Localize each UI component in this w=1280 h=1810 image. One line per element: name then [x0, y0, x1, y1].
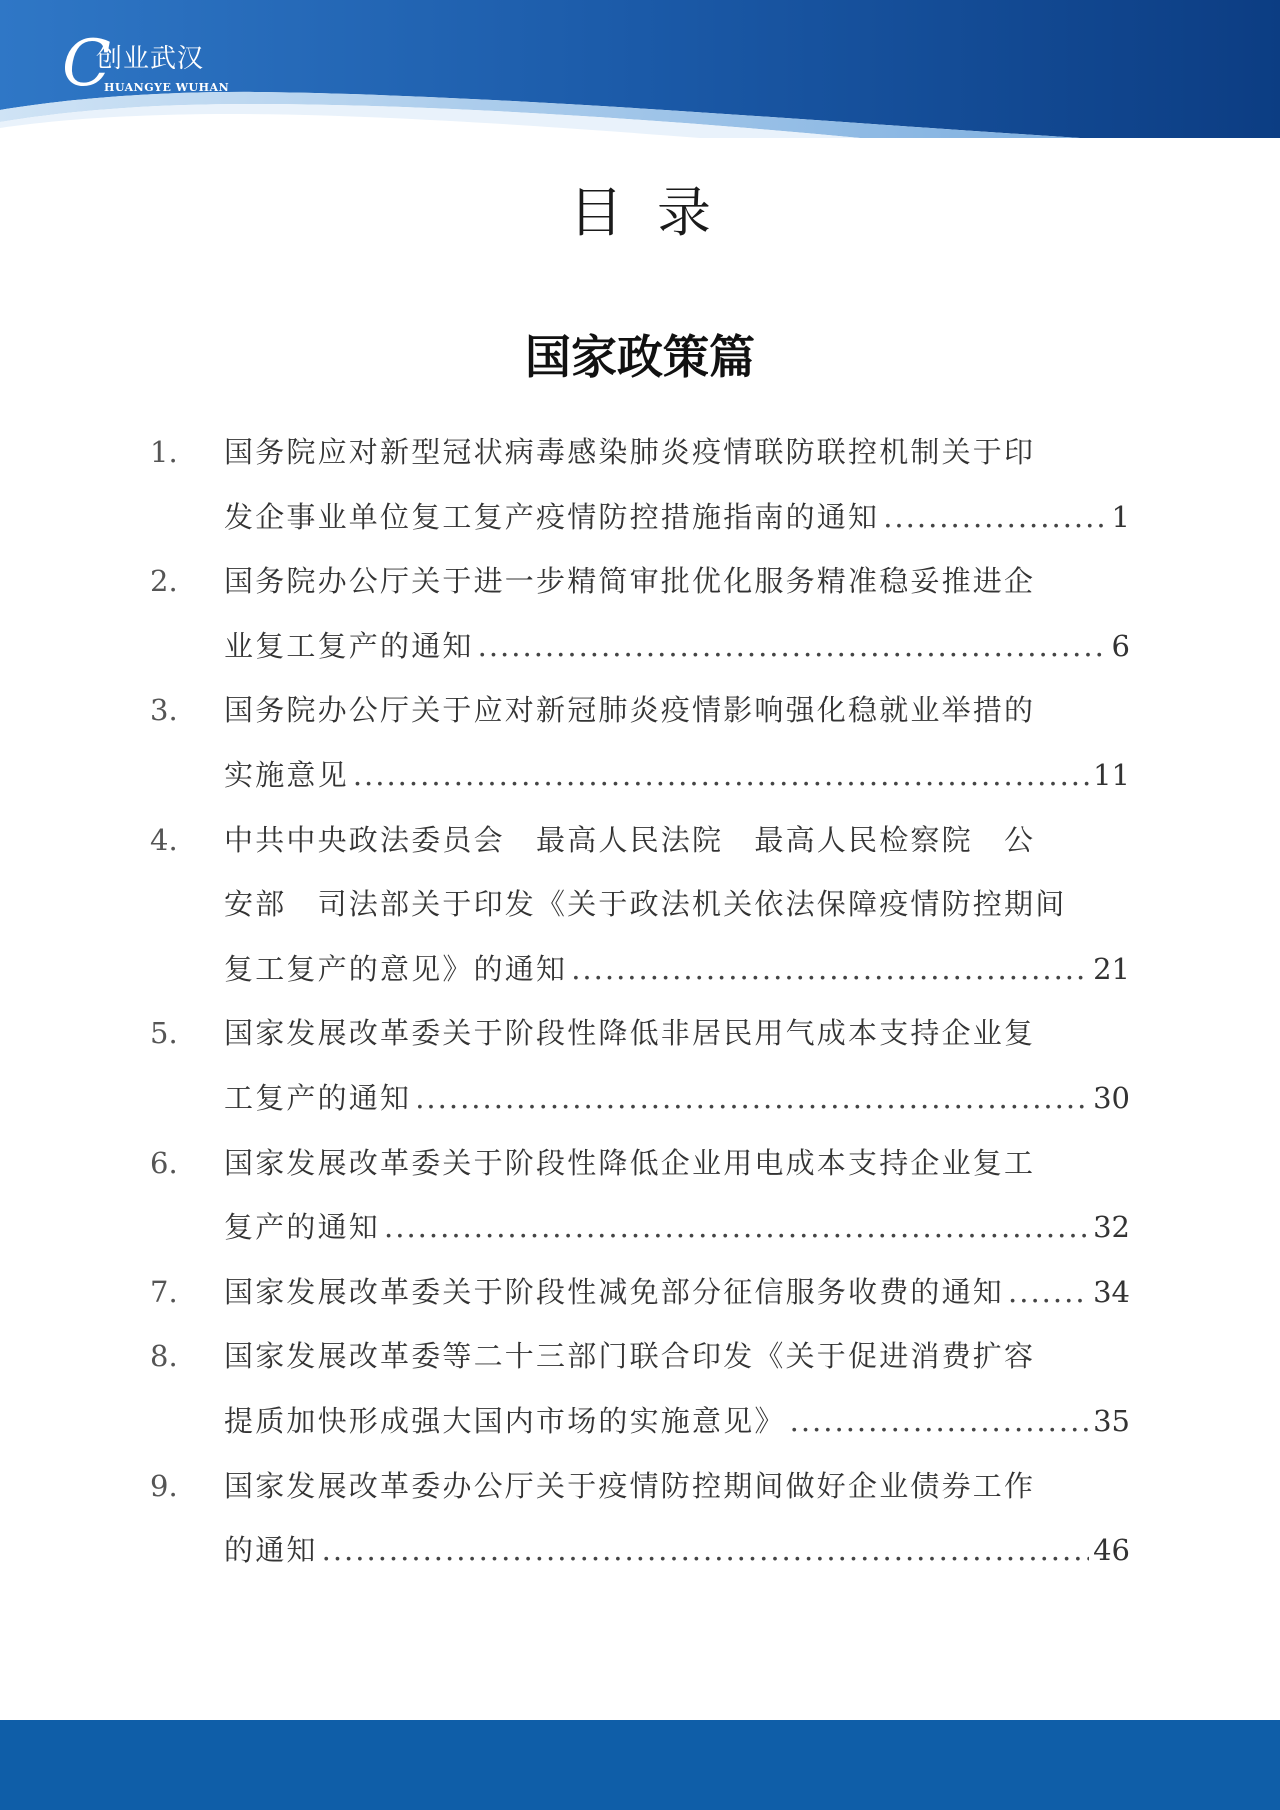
toc-entry-number: 9. — [150, 1468, 178, 1503]
header-banner — [0, 0, 1280, 140]
toc-dot-leader — [415, 1066, 1089, 1131]
toc-dot-leader — [384, 1195, 1089, 1260]
toc-page-number: 21 — [1093, 951, 1130, 986]
toc-entry-number: 2. — [150, 564, 178, 599]
toc-entry-title-line: 复产的通知 — [224, 1210, 381, 1245]
toc-entry-last-line — [224, 1066, 1130, 1131]
toc-entry[interactable] — [150, 1131, 1130, 1260]
toc-dot-leader — [478, 614, 1108, 679]
logo-initial: C — [62, 27, 111, 101]
brand-logo — [62, 27, 262, 104]
toc-entry-title-line: 中共中央政法委员会 最高人民法院 最高人民检察院 公 — [224, 822, 1036, 857]
toc-entry-number: 1. — [150, 435, 178, 469]
toc-dot-leader — [1008, 1260, 1089, 1325]
toc-dot-leader — [353, 743, 1089, 808]
toc-entry-last-line — [224, 1518, 1130, 1583]
toc-entry-title-line: 国家发展改革委关于阶段性降低企业用电成本支持企业复工 — [224, 1145, 1036, 1180]
toc-page-number: 11 — [1093, 757, 1130, 792]
toc-entry[interactable] — [150, 1324, 1130, 1453]
toc-entry-title-line: 国家发展改革委办公厅关于疫情防控期间做好企业债券工作 — [224, 1468, 1036, 1503]
toc-page-number: 1 — [1111, 499, 1130, 534]
toc-page-number: 35 — [1093, 1403, 1130, 1438]
toc-entry-last-line — [224, 1195, 1130, 1260]
toc-entry[interactable] — [150, 420, 1130, 549]
toc-entry-title-line: 国务院办公厅关于应对新冠肺炎疫情影响强化稳就业举措的 — [224, 693, 1036, 728]
toc-entry-title-line: 业复工复产的通知 — [224, 628, 474, 663]
toc-entry-number: 3. — [150, 693, 178, 728]
toc-page-number: 6 — [1111, 628, 1130, 663]
toc-entry-title-line: 发企事业单位复工复产疫情防控措施指南的通知 — [224, 499, 880, 534]
toc-entry-last-line — [224, 485, 1130, 550]
toc-entry-title-line: 国务院办公厅关于进一步精简审批优化服务精准稳妥推进企 — [224, 564, 1036, 599]
toc-entry-title-line: 工复产的通知 — [224, 1080, 412, 1115]
toc-entry-title-line: 国务院应对新型冠状病毒感染肺炎疫情联防联控机制关于印 — [224, 435, 1036, 469]
toc-entry-title-line: 复工复产的意见》的通知 — [224, 951, 568, 986]
toc-entry[interactable] — [150, 549, 1130, 678]
document-title: 目录 — [569, 181, 745, 244]
toc-entry-last-line — [224, 743, 1130, 808]
toc-dot-leader — [571, 937, 1089, 1002]
toc-dot-leader — [322, 1518, 1089, 1583]
toc-entry[interactable] — [150, 1454, 1130, 1583]
toc-page-number: 32 — [1093, 1210, 1130, 1245]
toc-entry-number: 4. — [150, 822, 178, 857]
toc-entry-title-line: 的通知 — [224, 1533, 318, 1568]
toc-entry-last-line — [224, 1260, 1130, 1325]
toc-entry[interactable] — [150, 808, 1130, 1002]
toc-page-number: 46 — [1093, 1533, 1130, 1568]
table-of-contents — [150, 420, 1130, 1583]
toc-dot-leader — [790, 1389, 1089, 1454]
toc-entry-number: 6. — [150, 1145, 178, 1180]
toc-page-number: 34 — [1093, 1274, 1130, 1309]
toc-entry-title-line: 安部 司法部关于印发《关于政法机关依法保障疫情防控期间 — [224, 887, 1067, 922]
toc-entry-number: 5. — [150, 1016, 178, 1051]
toc-entry[interactable] — [150, 1260, 1130, 1325]
toc-entry-number: 7. — [150, 1274, 178, 1309]
toc-entry-title-line: 实施意见 — [224, 757, 349, 792]
toc-entry-title-line: 国家发展改革委关于阶段性减免部分征信服务收费的通知 — [224, 1274, 1005, 1309]
toc-page-number: 30 — [1093, 1080, 1130, 1115]
toc-entry-last-line — [224, 1389, 1130, 1454]
toc-entry[interactable] — [150, 1001, 1130, 1130]
logo-chinese-text: 创业武汉 — [96, 44, 205, 74]
section-title: 国家政策篇 — [525, 330, 755, 384]
logo-english-text: HUANGYE WUHAN — [104, 81, 230, 94]
toc-entry-last-line — [224, 614, 1130, 679]
toc-entry[interactable] — [150, 678, 1130, 807]
toc-entry-title-line: 国家发展改革委关于阶段性降低非居民用气成本支持企业复 — [224, 1016, 1036, 1051]
toc-entry-title-line: 国家发展改革委等二十三部门联合印发《关于促进消费扩容 — [224, 1339, 1036, 1374]
toc-entry-last-line — [224, 937, 1130, 1002]
toc-dot-leader — [883, 485, 1107, 550]
toc-entry-number: 8. — [150, 1339, 178, 1374]
footer-band — [0, 1720, 1280, 1810]
toc-entry-title-line: 提质加快形成强大国内市场的实施意见》 — [224, 1403, 786, 1438]
